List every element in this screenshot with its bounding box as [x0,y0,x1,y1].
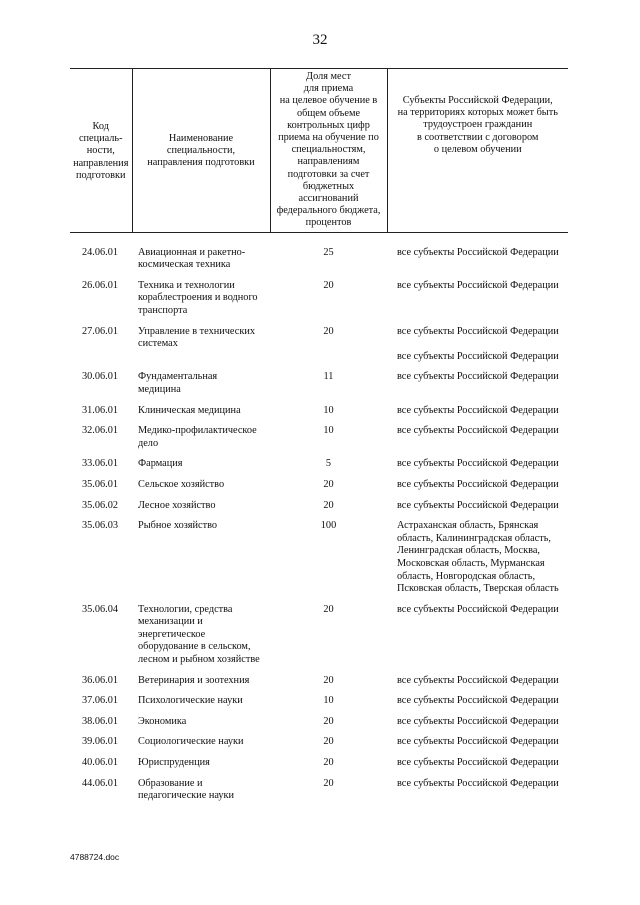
row-name: Рыбное хозяйство [138,520,218,532]
row-code: 35.06.02 [82,499,119,511]
row-share: 20 [323,499,334,511]
row-name: Социологические науки [138,736,244,748]
table-row [70,421,568,454]
table-row [70,671,568,692]
row-regions: все субъекты Российской Федерации [397,458,559,470]
row-name: Клиническая медицина [138,404,241,416]
row-regions: все субъекты Российской Федерации [397,757,559,769]
row-share: 10 [323,695,334,707]
row-share: 20 [323,279,334,291]
row-code: 35.06.04 [82,603,119,615]
table-row [70,712,568,733]
table-row [70,600,568,671]
row-regions: Астраханская область, Брянская область, Калининградская область, Ленинградская область, Москва, Московская область, Мурманская область, Новгородская область, Псковская область, Тверская область [397,520,559,595]
row-regions: все субъекты Российской Федерации [397,715,559,727]
row-regions: все субъекты Российской Федерации [397,603,559,615]
row-share: 20 [323,674,334,686]
table-row [70,367,568,400]
row-share: 25 [323,246,334,258]
row-name: Экономика [138,715,187,727]
table-row [70,732,568,753]
table-row [70,691,568,712]
row-share: 10 [323,425,334,437]
row-regions: все субъекты Российской Федерации [397,674,559,686]
table-body [70,232,568,807]
row-share: 20 [323,736,334,748]
row-regions: все субъекты Российской Федерации [397,695,559,707]
table-row [70,516,568,600]
table-header [70,69,568,233]
page-number: 32 [312,32,328,48]
row-share: 20 [323,325,334,337]
table-row [70,774,568,807]
row-regions: все субъекты Российской Федерации [397,246,559,258]
row-code: 36.06.01 [82,674,119,686]
row-regions: все субъекты Российской Федерации [397,499,559,511]
table-row [70,454,568,475]
row-name: Технологии, средства механизации и энергетическое оборудование в сельском, лесном и рыбном хозяйстве [138,603,260,666]
row-name: Авиационная и ракетно- космическая техника [138,246,246,271]
row-name: Фундаментальная медицина [138,371,218,395]
table-row [70,322,568,368]
row-code: 24.06.01 [82,246,119,258]
row-code: 27.06.01 [82,325,119,337]
row-name: Сельское хозяйство [138,478,225,490]
row-code: 38.06.01 [82,715,119,727]
row-code: 39.06.01 [82,736,119,748]
row-share: 20 [323,715,334,727]
header-name: Наименование специальности, направления подготовки [132,69,270,233]
row-name: Управление в технических системах [138,325,255,350]
row-name: Медико-профилактическое дело [138,425,257,449]
row-name: Юриспруденция [138,757,210,769]
row-regions: все субъекты Российской Федерации [397,736,559,748]
row-regions: все субъекты Российской Федерации [397,279,559,291]
row-code: 32.06.01 [82,425,119,437]
table-row [70,496,568,517]
header-code: Код специаль- ности, направления подготовки [70,69,132,233]
row-share: 20 [323,603,334,615]
row-share: 20 [323,777,334,789]
row-code: 31.06.01 [82,404,119,416]
document-filename: 4788724.doc [70,852,120,862]
row-name: Образование и педагогические науки [138,777,235,802]
row-name: Лесное хозяйство [138,499,216,511]
row-code: 37.06.01 [82,695,119,707]
row-name: Ветеринария и зоотехния [138,674,250,686]
row-code: 44.06.01 [82,777,119,789]
row-share: 5 [325,458,332,470]
header-regions: Субъекты Российской Федерации, на территориях которых может быть трудоустроен гражданин в соответствии с договором о целевом обучении [397,95,558,155]
row-regions: все субъекты Российской Федерации все субъекты Российской Федерации [397,325,559,362]
row-share: 20 [323,757,334,769]
row-regions: все субъекты Российской Федерации [397,478,559,490]
row-regions: все субъекты Российской Федерации [397,425,559,437]
table-row [70,276,568,322]
row-regions: все субъекты Российской Федерации [397,777,559,789]
row-code: 40.06.01 [82,757,119,769]
row-regions: все субъекты Российской Федерации [397,371,559,383]
row-name: Психологические науки [138,695,243,707]
header-share: Доля мест для приема на целевое обучение в общем объеме контрольных цифр приема на обучение по специальностям, направлениям подготовки за счет бюджетных ассигнований федерального бюджета, процентов [270,69,387,233]
row-share: 20 [323,478,334,490]
row-code: 35.06.03 [82,520,119,532]
table-row [70,753,568,774]
row-name: Фармация [138,458,183,470]
row-share: 10 [323,404,334,416]
row-share: 11 [323,371,334,383]
table-row [70,475,568,496]
row-code: 33.06.01 [82,458,119,470]
row-share: 100 [320,520,337,532]
table-row [70,232,568,276]
row-code: 35.06.01 [82,478,119,490]
row-code: 26.06.01 [82,279,119,291]
quota-table [70,68,568,807]
row-regions: все субъекты Российской Федерации [397,404,559,416]
row-name: Техника и технологии кораблестроения и водного транспорта [138,279,258,317]
row-code: 30.06.01 [82,371,119,383]
table-row [70,401,568,422]
